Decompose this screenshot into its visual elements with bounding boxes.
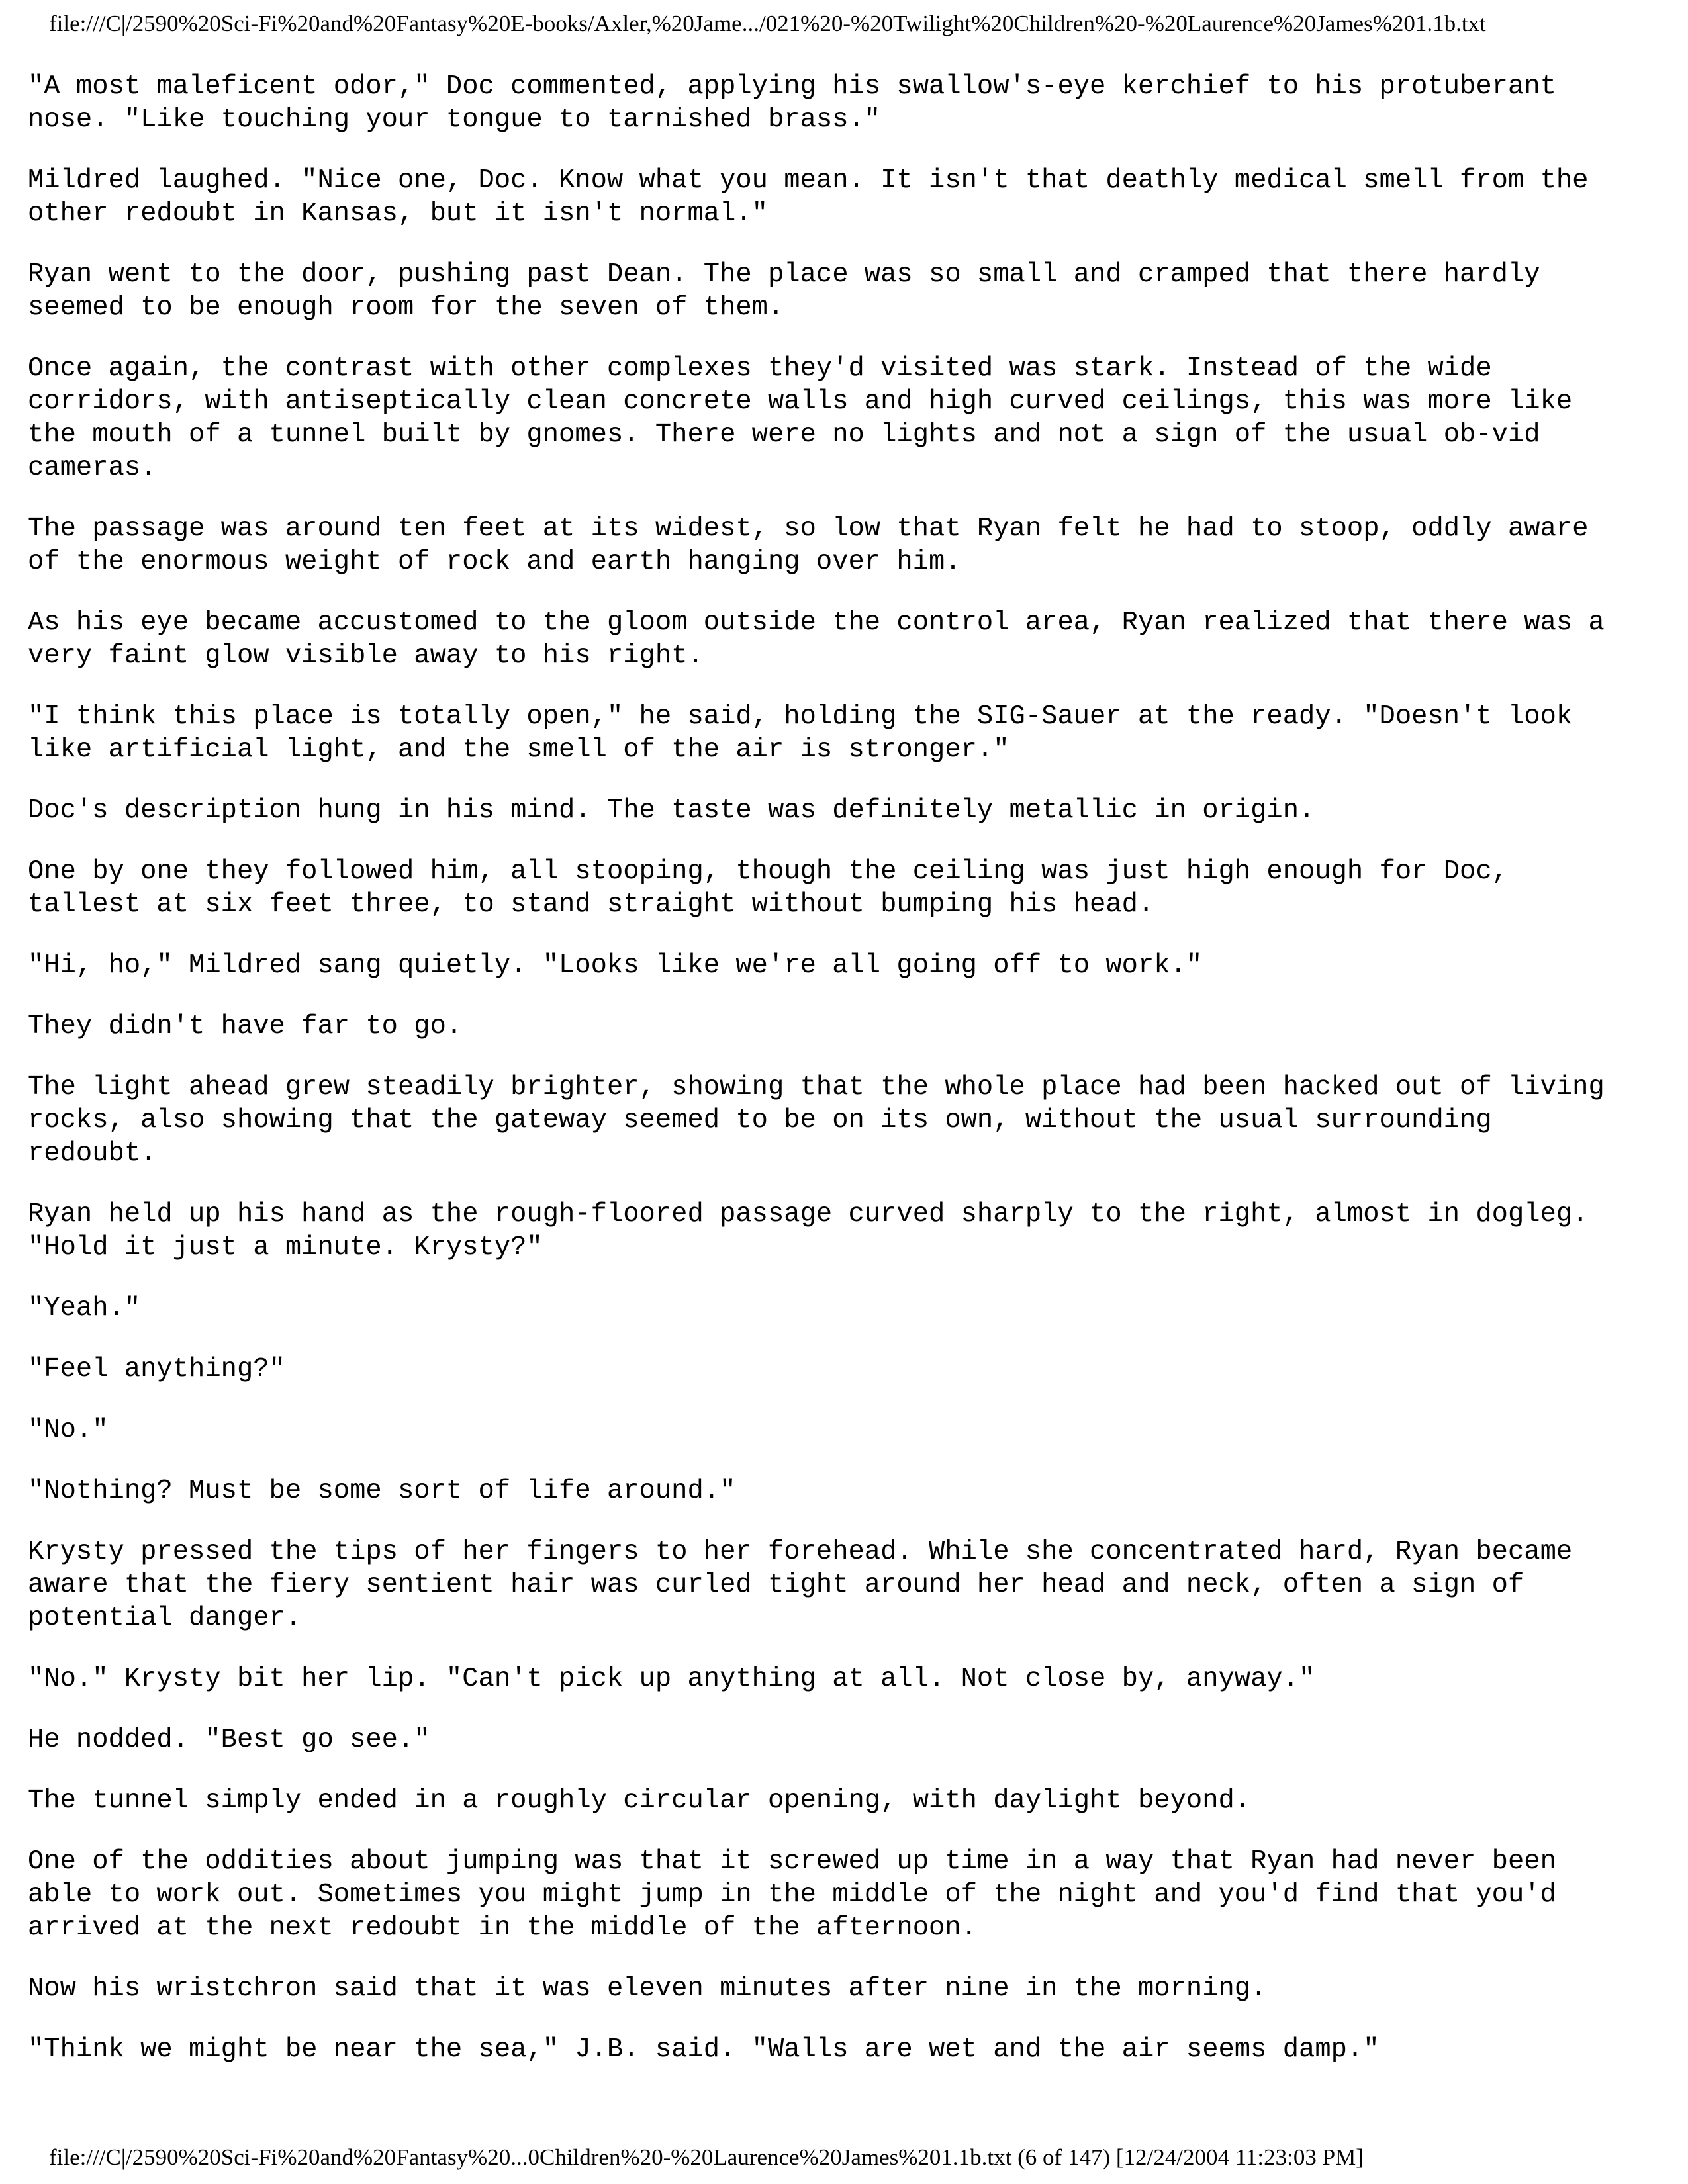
paragraph: "No." Krysty bit her lip. "Can't pick up anything at all. Not close by, anyway." [28, 1664, 1315, 1694]
paragraph: The passage was around ten feet at its widest, so low that Ryan felt he had to stoop, oddly aware of the enormous weight of rock and earth hanging over him. [28, 514, 1589, 577]
paragraph: As his eye became accustomed to the gloom outside the control area, Ryan realized that there was a very faint glow visible away to his right. [28, 608, 1605, 671]
page-footer-url: file:///C|/2590%20Sci-Fi%20and%20Fantasy%20...0Children%20-%20Laurence%20James%201.1b.txt (6 of 147) [12/24/2004 11:23:03 PM] [49, 2144, 1364, 2170]
document-body [28, 70, 1663, 2094]
paragraph: Now his wristchron said that it was eleven minutes after nine in the morning. [28, 1974, 1267, 2004]
paragraph: "Nothing? Must be some sort of life around." [28, 1476, 736, 1506]
paragraph: Krysty pressed the tips of her fingers to her forehead. While she concentrated hard, Ryan became aware that the fiery sentient hair was curled tight around her head and neck, often a sign of potential danger. [28, 1537, 1573, 1633]
paragraph: One of the oddities about jumping was that it screwed up time in a way that Ryan had never been able to work out. Sometimes you might jump in the middle of the night and you'd find that you'd arrived at the next redoubt in the middle of the afternoon. [28, 1846, 1556, 1943]
paragraph: Once again, the contrast with other complexes they'd visited was stark. Instead of the wide corridors, with antiseptically clean concrete walls and high curved ceilings, this was more like the mouth of a tunnel built by gnomes. There were no lights and not a sign of the usual ob-vid cameras. [28, 353, 1573, 483]
paragraph: The light ahead grew steadily brighter, showing that the whole place had been hacked out of living rocks, also showing that the gateway seemed to be on its own, without the usual surrounding redoubt. [28, 1072, 1605, 1169]
paragraph: The tunnel simply ended in a roughly circular opening, with daylight beyond. [28, 1786, 1251, 1816]
paragraph: Mildred laughed. "Nice one, Doc. Know what you mean. It isn't that deathly medical smell from the other redoubt in Kansas, but it isn't normal." [28, 165, 1589, 229]
paragraph: Ryan held up his hand as the rough-floored passage curved sharply to the right, almost in dogleg. "Hold it just a minute. Krysty?" [28, 1199, 1589, 1263]
paragraph: They didn't have far to go. [28, 1011, 463, 1042]
paragraph: Doc's description hung in his mind. The taste was definitely metallic in origin. [28, 796, 1315, 826]
paragraph: He nodded. "Best go see." [28, 1725, 430, 1755]
paragraph: "Think we might be near the sea," J.B. said. "Walls are wet and the air seems damp." [28, 2034, 1380, 2065]
paragraph: "I think this place is totally open," he said, holding the SIG-Sauer at the ready. "Doesn't look like artificial light, and the smell of the air is stronger." [28, 702, 1573, 765]
paragraph: "A most maleficent odor," Doc commented, applying his swallow's-eye kerchief to his protuberant nose. "Like touching your tongue to tarnished brass." [28, 71, 1556, 135]
paragraph: "Hi, ho," Mildred sang quietly. "Looks like we're all going off to work." [28, 950, 1203, 981]
page-header-url: file:///C|/2590%20Sci-Fi%20and%20Fantasy%20E-books/Axler,%20Jame.../021%20-%20Twilight%20Children%20-%20Laurence%20James%201.1b.txt [49, 11, 1486, 36]
paragraph: "No." [28, 1415, 109, 1445]
paragraph: One by one they followed him, all stooping, though the ceiling was just high enough for Doc, tallest at six feet three, to stand straight without bumping his head. [28, 856, 1508, 920]
paragraph: "Yeah." [28, 1293, 141, 1324]
paragraph: "Feel anything?" [28, 1354, 285, 1385]
paragraph: Ryan went to the door, pushing past Dean. The place was so small and cramped that there hardly seemed to be enough room for the seven of them. [28, 259, 1540, 323]
